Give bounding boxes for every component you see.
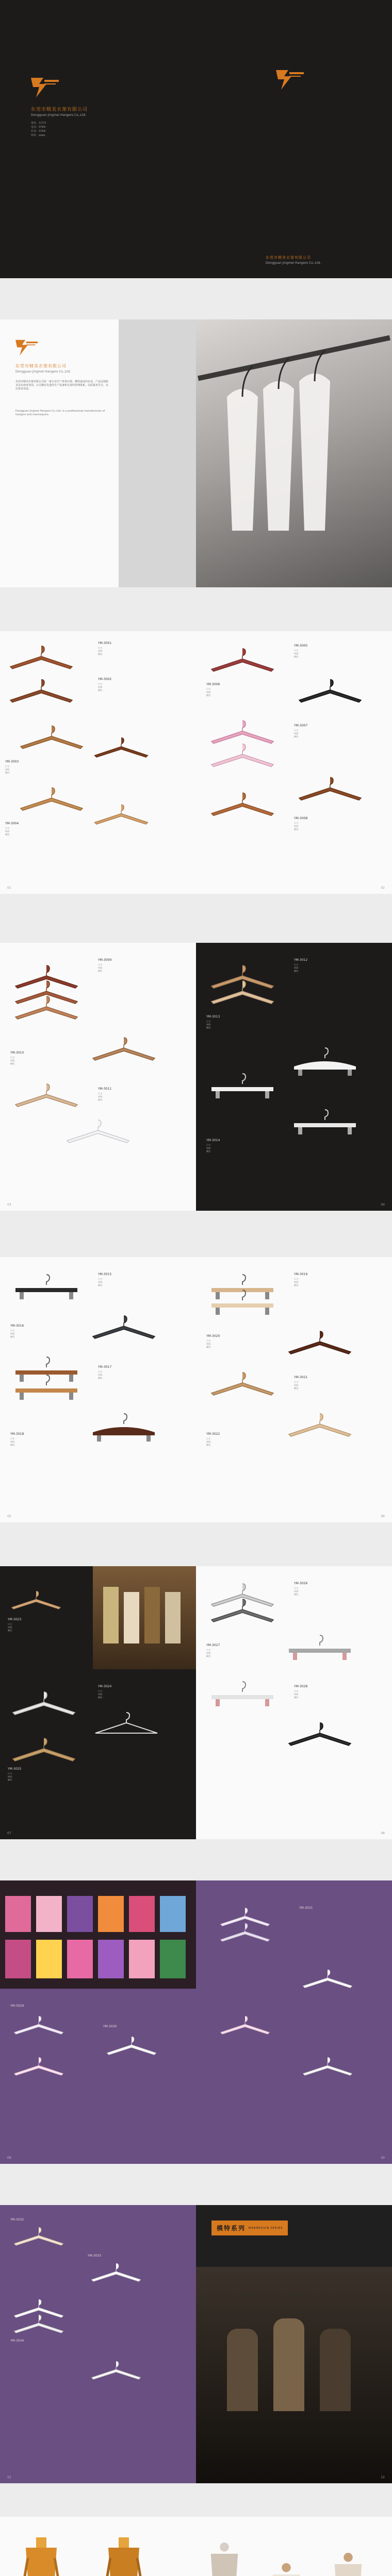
hanger-icon bbox=[206, 1597, 279, 1623]
product-page bbox=[0, 943, 196, 1211]
hanger-icon bbox=[294, 677, 366, 703]
spec-text: 尺寸： 材质： 颜色： bbox=[8, 1772, 14, 1781]
hanger-icon bbox=[90, 1710, 162, 1736]
product-spread bbox=[0, 1880, 392, 2164]
boutique-photo bbox=[196, 2267, 392, 2483]
model-number: YM-3021 bbox=[294, 1376, 308, 1379]
mannequin-icon bbox=[206, 2537, 242, 2576]
spec-text: 尺寸： 材质： 颜色： bbox=[294, 1690, 300, 1699]
kids-hanger-icon bbox=[299, 1968, 356, 1989]
hanger-rack-photo bbox=[196, 319, 392, 587]
product-page bbox=[196, 1257, 392, 1522]
contact-line: 网址：www. bbox=[31, 134, 46, 137]
company-logo bbox=[15, 337, 40, 358]
company-name-cn: 东莞市精美衣架有限公司 bbox=[266, 256, 311, 260]
spec-text: 尺寸： 材质： 颜色： bbox=[206, 1020, 213, 1029]
intro-page bbox=[0, 319, 196, 587]
hanger-icon bbox=[15, 786, 88, 811]
model-number: YM-3026 bbox=[294, 1582, 308, 1585]
spec-text: 尺寸： 材质： 颜色： bbox=[294, 1587, 300, 1596]
page-number: 06 bbox=[381, 1515, 385, 1518]
product-spread bbox=[0, 943, 392, 1211]
spec-text: 尺寸： 材质： 颜色： bbox=[206, 1144, 213, 1153]
model-number: YM-3005 bbox=[294, 644, 308, 648]
product-page bbox=[196, 631, 392, 894]
hanger-icon bbox=[88, 1314, 160, 1340]
contact-line: 电话：0769- bbox=[31, 126, 46, 129]
hanger-icon bbox=[10, 1082, 83, 1108]
front-cover bbox=[196, 0, 392, 278]
page-number: 04 bbox=[381, 1203, 385, 1207]
company-name-en: Dongguan Jingmei Hangers Co.,Ltd. bbox=[15, 370, 71, 374]
model-number: YM-3022 bbox=[206, 1432, 220, 1436]
spec-text: 尺寸： 材质： 颜色： bbox=[10, 1437, 17, 1446]
model-number: YM-3031 bbox=[299, 1906, 313, 1910]
hanger-icon bbox=[206, 647, 279, 672]
kids-hanger-icon bbox=[88, 2360, 144, 2380]
hanger-icon bbox=[90, 801, 152, 827]
model-number: YM-3028 bbox=[294, 1685, 308, 1688]
spec-text: 尺寸： 材质： 颜色： bbox=[294, 729, 300, 738]
product-page-purple bbox=[196, 1880, 392, 2164]
clip-hanger-icon bbox=[284, 1633, 356, 1664]
hanger-icon bbox=[294, 775, 366, 801]
model-number: YM-3023 bbox=[8, 1618, 22, 1621]
product-spread bbox=[0, 2517, 392, 2576]
hanger-icon bbox=[15, 724, 88, 750]
model-number: YM-3019 bbox=[294, 1273, 308, 1276]
kids-hanger-icon bbox=[10, 2056, 67, 2076]
clip-hanger-icon bbox=[206, 1680, 279, 1710]
spec-text: 尺寸： 材质： 颜色： bbox=[5, 765, 11, 774]
contact-line: 地址：东莞市 bbox=[31, 122, 47, 125]
spec-text: 尺寸： 材质： 颜色： bbox=[206, 1437, 213, 1446]
section-title: 模特系列 bbox=[217, 2225, 246, 2232]
spec-text: 尺寸： 材质： 颜色： bbox=[98, 647, 104, 655]
hanger-icon bbox=[284, 1412, 356, 1437]
model-number: YM-3029 bbox=[10, 2004, 24, 2008]
model-number: YM-3009 bbox=[98, 958, 112, 962]
model-number: YM-3010 bbox=[10, 1051, 24, 1055]
model-number: YM-3007 bbox=[294, 724, 308, 727]
product-spread bbox=[0, 631, 392, 894]
hanger-icon bbox=[284, 1721, 356, 1747]
spec-text: 尺寸： 材质： 颜色： bbox=[98, 1370, 104, 1379]
section-subtitle: MANNEQUIN SERIES bbox=[249, 2226, 283, 2230]
page-number: 10 bbox=[381, 2156, 385, 2160]
spec-text: 尺寸： 材质： 颜色： bbox=[98, 963, 104, 972]
kids-hanger-icon bbox=[217, 2014, 273, 2035]
clip-hanger-icon bbox=[10, 1373, 83, 1404]
page-number: 11 bbox=[7, 2476, 11, 2479]
model-number: YM-3020 bbox=[206, 1334, 220, 1338]
page-number: 08 bbox=[381, 1832, 385, 1835]
product-page-purple bbox=[0, 1880, 196, 2164]
company-name-cn: 东莞市精美衣架有限公司 bbox=[15, 364, 67, 368]
kids-hanger-icon bbox=[10, 2014, 67, 2035]
hanger-icon bbox=[5, 644, 77, 670]
model-number: YM-3015 bbox=[98, 1273, 112, 1276]
model-number: YM-3024 bbox=[98, 1685, 112, 1688]
model-number: YM-3008 bbox=[294, 817, 308, 820]
hanger-icon bbox=[5, 677, 77, 703]
spec-text: 尺寸： 材质： 颜色： bbox=[294, 963, 300, 972]
product-page bbox=[0, 631, 196, 894]
product-spread bbox=[0, 2205, 392, 2483]
hanger-icon bbox=[10, 994, 83, 1020]
model-number: YM-3025 bbox=[8, 1767, 22, 1771]
kids-store-photo bbox=[0, 1880, 196, 1989]
mannequin-section-tag bbox=[211, 2221, 288, 2235]
hanger-icon bbox=[206, 742, 279, 768]
model-number: YM-3014 bbox=[206, 1139, 220, 1142]
page-number: 01 bbox=[7, 886, 11, 890]
model-number: YM-3004 bbox=[5, 822, 19, 825]
rack-illustration bbox=[196, 319, 392, 587]
hanger-icon bbox=[8, 1690, 80, 1716]
hanger-icon bbox=[88, 1036, 160, 1061]
product-spread bbox=[0, 1566, 392, 1839]
model-number: YM-3003 bbox=[5, 760, 19, 764]
spec-text: 尺寸： 材质： 颜色： bbox=[206, 1340, 213, 1348]
hanger-icon bbox=[62, 1118, 134, 1144]
mannequin-icon bbox=[21, 2537, 62, 2576]
intro-spread bbox=[0, 319, 392, 587]
spec-text: 尺寸： 材质： 颜色： bbox=[294, 1381, 300, 1389]
product-page-dark bbox=[0, 1566, 196, 1839]
intro-paragraph-en: Dongguan Jingmei Hangers Co.,Ltd. is a professional manufacturer of hangers and mannequins. bbox=[15, 410, 105, 416]
kids-hanger-icon bbox=[103, 2035, 160, 2056]
hanger-icon bbox=[206, 979, 279, 1005]
company-logo bbox=[31, 75, 62, 100]
model-number: YM-3027 bbox=[206, 1643, 220, 1647]
product-page bbox=[0, 2517, 196, 2576]
spec-text: 尺寸： 材质： 颜色： bbox=[10, 1329, 17, 1338]
model-number: YM-3017 bbox=[98, 1365, 112, 1369]
company-name-cn: 东莞市精美衣架有限公司 bbox=[31, 107, 88, 112]
page-number: 07 bbox=[7, 1832, 11, 1835]
hanger-icon bbox=[206, 791, 279, 817]
spec-text: 尺寸： 材质： 颜色： bbox=[5, 827, 11, 836]
page-number: 12 bbox=[381, 2476, 385, 2479]
hanger-icon bbox=[8, 1587, 64, 1613]
intro-paragraph: 东莞市精美衣架有限公司是一家专业生产各类衣架、模特道具的企业，产品远销欧美及东南亚各国。公司拥有先进的生产设备和完善的管理体系，以质量求生存，以信誉求发展。 bbox=[15, 380, 109, 391]
model-number: YM-3034 bbox=[10, 2339, 24, 2343]
model-number: YM-3011 bbox=[98, 1087, 112, 1091]
mannequin-icon bbox=[330, 2548, 366, 2576]
kids-hanger-icon bbox=[10, 2313, 67, 2334]
page-number: 02 bbox=[381, 886, 385, 890]
model-number: YM-3016 bbox=[10, 1324, 24, 1328]
model-number: YM-3012 bbox=[294, 958, 308, 962]
product-spread bbox=[0, 1257, 392, 1522]
hanger-icon bbox=[8, 1736, 80, 1762]
clip-hanger-icon bbox=[289, 1108, 361, 1139]
model-number: YM-3030 bbox=[103, 2025, 117, 2028]
product-page bbox=[196, 2517, 392, 2576]
spec-text: 尺寸： 材质： 颜色： bbox=[294, 649, 300, 658]
spec-text: 尺寸： 材质： 颜色： bbox=[206, 688, 213, 697]
clip-hanger-icon bbox=[10, 1273, 83, 1303]
kids-hanger-icon bbox=[88, 2262, 144, 2282]
model-number: YM-3002 bbox=[98, 677, 112, 681]
model-number: YM-3018 bbox=[10, 1432, 24, 1436]
spec-text: 尺寸： 材质： 颜色： bbox=[10, 1056, 17, 1065]
cover-spread bbox=[0, 0, 392, 278]
clip-hanger-icon bbox=[289, 1046, 361, 1077]
mannequin-icon bbox=[268, 2558, 304, 2576]
hanger-icon bbox=[284, 1329, 356, 1355]
clip-hanger-icon bbox=[206, 1288, 279, 1319]
model-number: YM-3013 bbox=[206, 1015, 220, 1019]
product-page bbox=[0, 1257, 196, 1522]
spec-text: 尺寸： 材质： 颜色： bbox=[98, 1690, 104, 1699]
page-number: 03 bbox=[7, 1203, 11, 1207]
company-logo bbox=[276, 67, 307, 93]
spec-text: 尺寸： 材质： 颜色： bbox=[98, 1278, 104, 1286]
mannequin-section-opener bbox=[196, 2205, 392, 2483]
page-number: 05 bbox=[7, 1515, 11, 1518]
mannequin-icon bbox=[103, 2537, 144, 2576]
product-page bbox=[196, 1566, 392, 1839]
hanger-icon bbox=[206, 1370, 279, 1396]
kids-hanger-icon bbox=[10, 2226, 67, 2246]
back-cover bbox=[0, 0, 196, 278]
store-photo bbox=[93, 1566, 196, 1669]
clip-hanger-icon bbox=[88, 1412, 160, 1443]
kids-hanger-icon bbox=[217, 1922, 273, 1942]
spec-text: 尺寸： 材质： 颜色： bbox=[98, 1092, 104, 1101]
model-number: YM-3032 bbox=[10, 2218, 24, 2222]
model-number: YM-3001 bbox=[98, 641, 112, 645]
hanger-icon bbox=[90, 734, 152, 760]
page-number: 09 bbox=[7, 2156, 11, 2160]
clip-hanger-icon bbox=[206, 1072, 279, 1103]
product-page-dark bbox=[196, 943, 392, 1211]
hanger-icon bbox=[206, 719, 279, 744]
grey-panel bbox=[119, 319, 196, 587]
model-number: YM-3033 bbox=[88, 2254, 102, 2258]
spec-text: 尺寸： 材质： 颜色： bbox=[294, 822, 300, 831]
kids-hanger-icon bbox=[299, 2056, 356, 2076]
spec-text: 尺寸： 材质： 颜色： bbox=[8, 1623, 14, 1632]
product-page-purple bbox=[0, 2205, 196, 2483]
spec-text: 尺寸： 材质： 颜色： bbox=[294, 1278, 300, 1286]
company-name-en: Dongguan Jingmei Hangers Co.,Ltd. bbox=[266, 261, 321, 265]
spec-text: 尺寸： 材质： 颜色： bbox=[98, 683, 104, 691]
model-number: YM-3006 bbox=[206, 683, 220, 686]
spec-text: 尺寸： 材质： 颜色： bbox=[206, 1649, 213, 1657]
company-name-en: Dongguan Jingmei Hangers Co.,Ltd. bbox=[31, 113, 87, 117]
contact-line: 传真：0769- bbox=[31, 130, 46, 133]
